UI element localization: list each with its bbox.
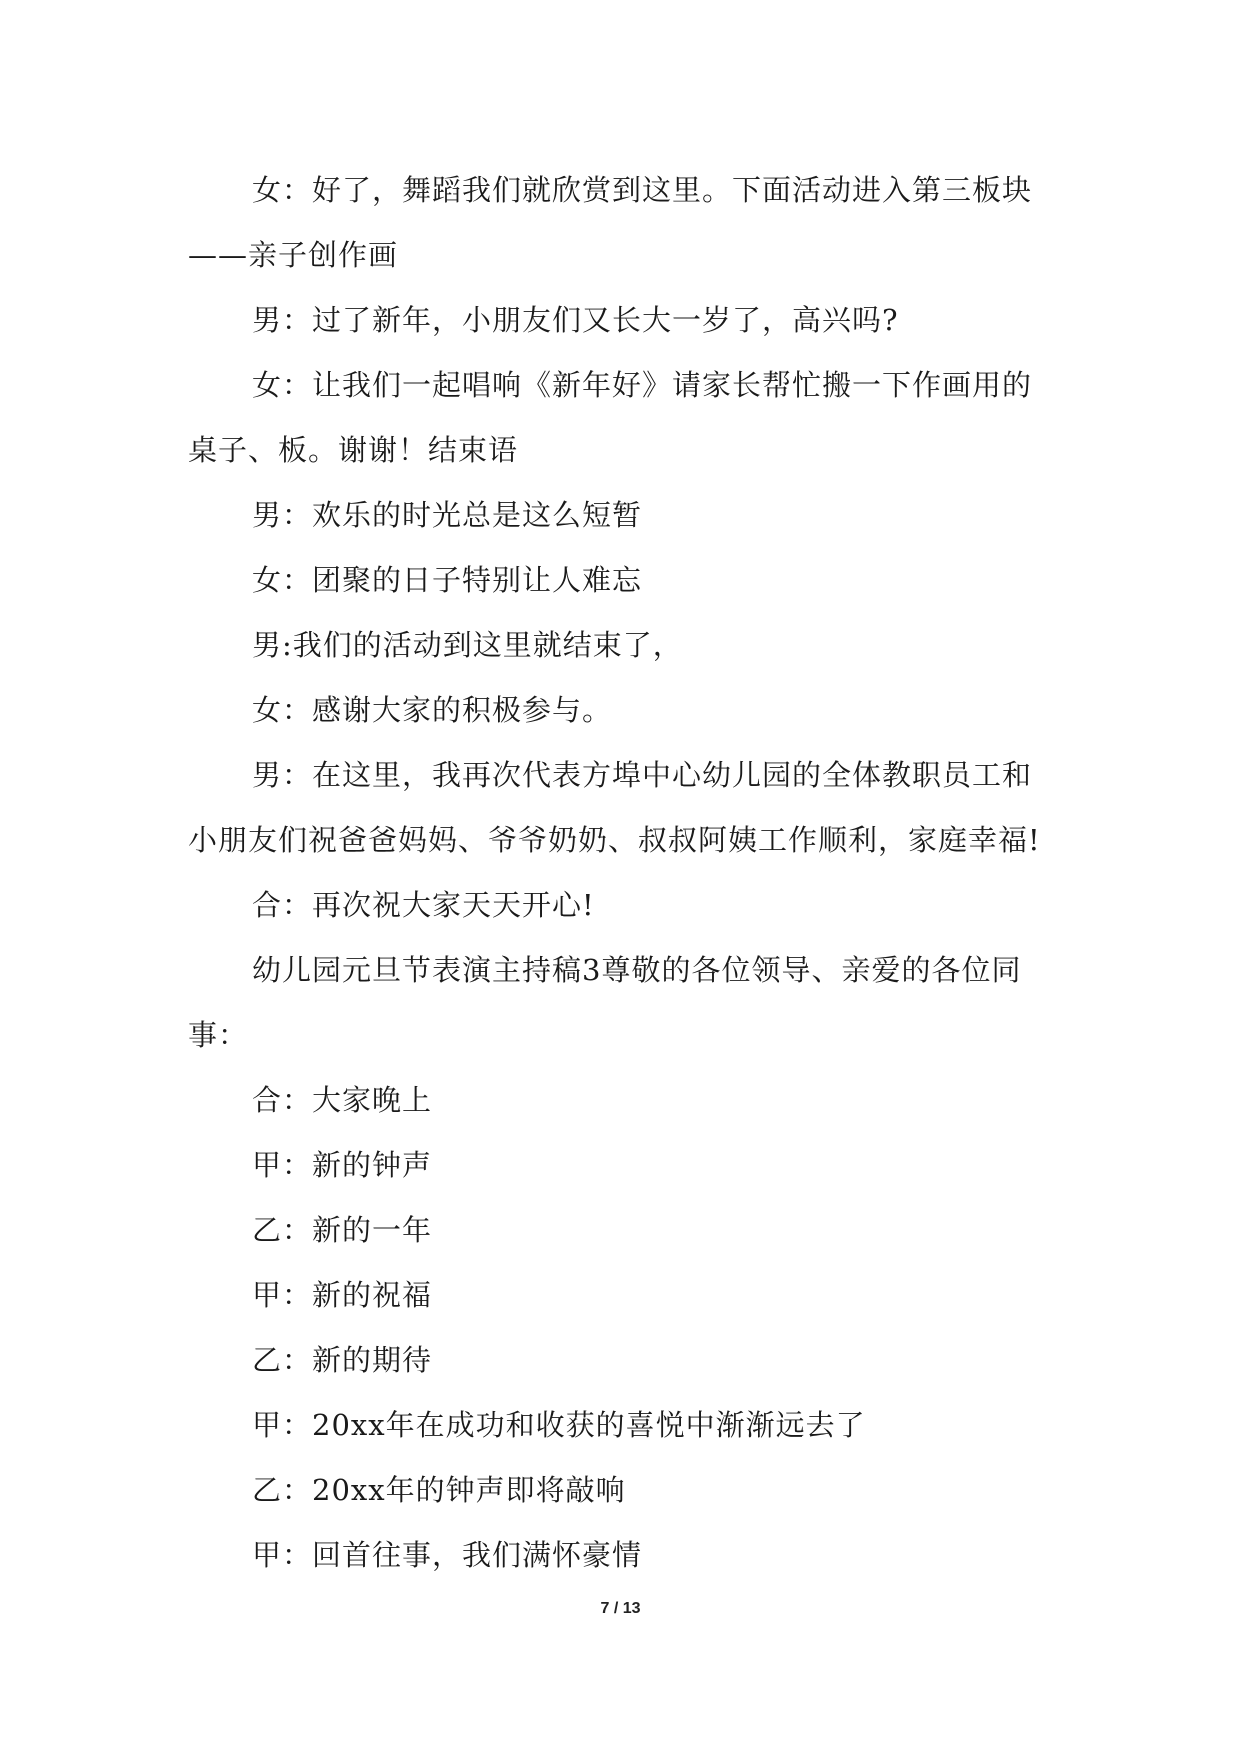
paragraph: 合：大家晚上	[252, 1083, 433, 1117]
paragraph: 合：再次祝大家天天开心!	[252, 888, 595, 922]
paragraph: 女：让我们一起唱响《新年好》请家长帮忙搬一下作画用的桌子、板。谢谢！结束语	[188, 368, 1033, 467]
paragraph: 甲：回首往事，我们满怀豪情	[252, 1538, 643, 1572]
paragraph: 甲：新的祝福	[252, 1278, 433, 1312]
page-number: 7 / 13	[600, 1600, 641, 1617]
paragraph: 男：欢乐的时光总是这么短暂	[252, 498, 643, 532]
paragraph: 女：感谢大家的积极参与。	[252, 693, 613, 727]
paragraph: 男：过了新年，小朋友们又长大一岁了，高兴吗?	[252, 303, 899, 337]
paragraph: 女：好了，舞蹈我们就欣赏到这里。下面活动进入第三板块——亲子创作画	[188, 173, 1033, 272]
document-body	[188, 158, 1058, 1588]
paragraph: 幼儿园元旦节表演主持稿3尊敬的各位领导、亲爱的各位同事：	[188, 953, 1022, 1052]
paragraph: 甲：新的钟声	[252, 1148, 433, 1182]
paragraph: 男:我们的活动到这里就结束了，	[252, 628, 683, 662]
paragraph: 乙：新的一年	[252, 1213, 433, 1247]
paragraph: 甲：20xx年在成功和收获的喜悦中渐渐远去了	[252, 1408, 866, 1442]
paragraph: 男：在这里，我再次代表方埠中心幼儿园的全体教职员工和小朋友们祝爸爸妈妈、爷爷奶奶、叔叔阿姨工作顺利，家庭幸福!	[188, 758, 1041, 857]
paragraph: 女：团聚的日子特别让人难忘	[252, 563, 643, 597]
paragraph: 乙：新的期待	[252, 1343, 433, 1377]
paragraph: 乙：20xx年的钟声即将敲响	[252, 1473, 626, 1507]
